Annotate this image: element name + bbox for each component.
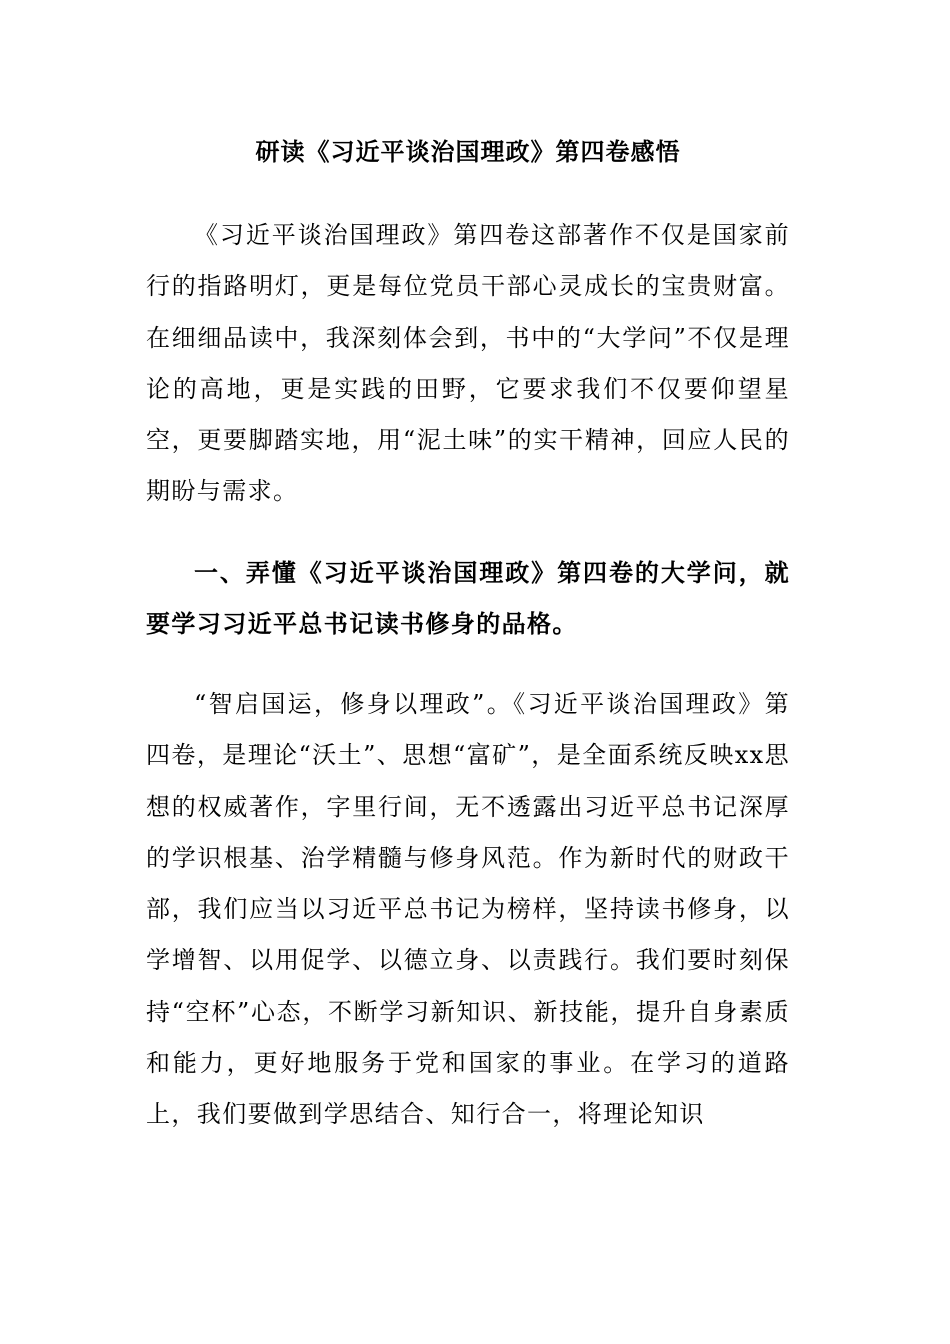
document-title: 研读《习近平谈治国理政》第四卷感悟	[255, 137, 681, 166]
section-paragraph: “智启国运，修身以理政”。《习近平谈治国理政》第四卷，是理论“沃土”、思想“富矿”，是全面系统反映xx思想的权威著作，字里行间，无不透露出习近平总书记深厚的学识根基、治学精髓与修身风范。作为新时代的财政干部，我们应当以习近平总书记为榜样，坚持读书修身，以学增智、以用促学、以德立身、以责践行。我们要时刻保持“空杯”心态，不断学习新知识、新技能，提升自身素质和能力，更好地服务于党和国家的事业。在学习的道路上，我们要做到学思结合、知行合一，将理论知识	[146, 690, 790, 1129]
intro-paragraph: 《习近平谈治国理政》第四卷这部著作不仅是国家前行的指路明灯，更是每位党员干部心灵成长的宝贵财富。在细细品读中，我深刻体会到，书中的“大学问”不仅是理论的高地，更是实践的田野，它要求我们不仅要仰望星空，更要脚踏实地，用“泥土味”的实干精神，回应人民的期盼与需求。	[146, 221, 790, 506]
section-heading: 一、弄懂《习近平谈治国理政》第四卷的大学问，就要学习习近平总书记读书修身的品格。	[146, 558, 790, 639]
